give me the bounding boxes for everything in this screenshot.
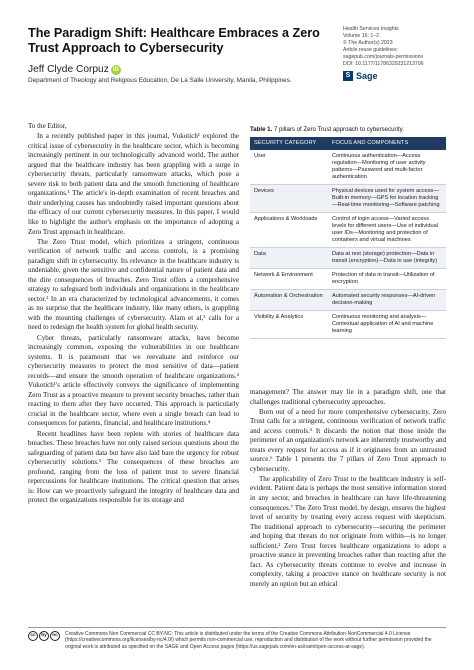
table-caption: [250, 126, 446, 133]
publisher-logo[interactable]: [343, 71, 461, 81]
author-line: [28, 64, 328, 75]
copyright-notice: © The Author(s) 2023: [343, 40, 393, 46]
table-header-row: [250, 137, 446, 150]
table-caption-text: 7 pillars of Zero Trust approach to cybersecurity.: [273, 126, 404, 133]
author-last-name[interactable]: Corpuz: [75, 64, 109, 75]
category-cell: Visibility & Analytics: [250, 311, 328, 339]
focus-cell: Automated security responses—AI-driven decision-making: [328, 290, 446, 311]
category-cell: Devices: [250, 185, 328, 213]
body-paragraph: Cyber threats, particularly ransomware attacks, have become increasingly common, exposing the vulnerabilities in our healthcare systems. It is paramount that we reevaluate and reinforce our cybersecurity measures to protect the most sensitive of data—patient records—and ensure the smooth operation of healthcare organizations.⁴ Vukotich¹'s article effectively conveys the significance of implementing Zero Trust as a proactive measure to prevent security breaches, rather than reacting to them after they have occurred. This approach is particularly crucial in the healthcare sector, where even a single breach can lead to consequences for patients, financial, and healthcare institutions.⁴: [28, 333, 239, 428]
body-left-column: [28, 122, 239, 506]
body-paragraph: management? The answer may lie in a paradigm shift, one that challenges traditional cybersecurity approaches.: [250, 388, 446, 406]
table-row: [250, 311, 446, 339]
author-first-name: Jeff Clyde: [28, 64, 74, 75]
column-header-focus: FOCUS AND COMPONENTS: [328, 137, 446, 150]
body-paragraph: In a recently published paper in this journal, Vukotich¹ explored the critical issue of cybersecurity in the healthcare sector, which is becoming increasingly pertinent in our technologically advanced world. The author argued that the healthcare industry has been grappling with a surge in cybersecurity threats, particularly ransomware attacks, which pose a severe risk to both patient data and the smooth functioning of healthcare organizations.¹ The article's in-depth examination of recent breaches and their underlying causes has undoubtedly raised important questions about the efficacy of our current cybersecurity measures. In this paper, I would like to highlight the author's emphasis on the importance of adopting a Zero Trust approach in healthcare.: [28, 132, 239, 236]
table-row: [250, 290, 446, 311]
cc-icon: cc: [28, 631, 38, 641]
sage-logo-icon: S: [343, 71, 353, 81]
orcid-icon[interactable]: iD: [112, 66, 119, 73]
license-text: Creative Commons Non Commercial CC BY-NC: This article is distributed under the terms of the Creative Commons Attribution-NonCommercial 4.0 License (https://creativecommons.org/licenses/by-nc/4.0/) which permits non-commercial use, reproduction and distribution of the work without further permission provided the original work is attributed as specified on the SAGE and Open Access pages (https://us.sagepub.com/en-us/nam/open-access-at-sage).: [65, 631, 432, 650]
table-row: [250, 150, 446, 185]
table-caption-label: Table 1.: [250, 126, 273, 133]
focus-cell: Data at rest (storage) protection—Data in transit (encryption)—Data in use (integrity): [328, 248, 446, 269]
focus-cell: Continuous monitoring and analysis—Contextual application of AI and machine learning: [328, 311, 446, 339]
category-cell: Automation & Orchestration: [250, 290, 328, 311]
category-cell: Network & Environment: [250, 269, 328, 290]
table-row: [250, 213, 446, 248]
body-paragraph: Born out of a need for more comprehensive cybersecurity, Zero Trust calls for a stringent, continuous verification of network traffic and access controls.⁵ It discards the notion that those inside the perimeter of an organization's network are inherently trustworthy and treats every request for access as if it originates from an untrusted source.⁶ Table 1 presents the 7 pillars of Zero Trust approach to cybersecurity.: [250, 407, 446, 473]
license-footer: [28, 631, 446, 650]
column-header-category: SECURITY CATEGORY: [250, 137, 328, 150]
focus-cell: Continuous authentication—Access regulation—Monitoring of user activity patterns—Password and multi-factor authentication: [328, 150, 446, 185]
table-1: [250, 126, 446, 339]
category-cell: User: [250, 150, 328, 185]
table-row: [250, 248, 446, 269]
salutation: To the Editor,: [28, 122, 67, 130]
body-paragraph: The Zero Trust model, which prioritizes a stringent, continuous verification of network traffic and access controls, is a promising paradigm shift in cybersecurity. Its relevance in the healthcare industry is undeniable, given the sensitive and confidential nature of patient data and the dire consequences of breaches. Zero Trust offers a comprehensive strategy to safeguard both individuals and organizations in the healthcare sector.² In an era characterized by technological advancements, it comes as no surprise that the healthcare industry, like many others, is grappling with the mounting challenges of cybersecurity. Alam et al,³ calls for a need to redesign the health system for global health security.: [28, 237, 239, 332]
table-row: [250, 269, 446, 290]
doi-link[interactable]: DOI: 10.1177/11786329231213706: [343, 61, 424, 67]
reuse-link[interactable]: sagepub.com/journals-permissions: [343, 54, 424, 60]
reuse-label: Article reuse guidelines:: [343, 47, 399, 53]
author-affiliation: Department of Theology and Religious Education, De La Salle University, Manila, Philippines.: [28, 77, 292, 84]
journal-meta: [343, 26, 461, 81]
category-cell: Data: [250, 248, 328, 269]
category-cell: Applications & Workloads: [250, 213, 328, 248]
publisher-name: Sage: [356, 70, 378, 81]
zero-trust-table: [250, 137, 446, 339]
body-right-column: [250, 388, 446, 589]
journal-volume: Volume 16: 1–2: [343, 33, 380, 39]
body-paragraph: Recent headlines have been replete with stories of healthcare data breaches. These breaches have not only raised serious questions about the safeguarding of patient data but have also laid bare the urgency for robust cybersecurity solutions.⁵ The consequences of these breaches are profound, ranging from the loss of patient trust to severe financial repercussions for healthcare institutions. The critical question that arises is: How can we proactively safeguard the integrity of healthcare data and protect the organizations responsible for its storage and: [28, 429, 239, 505]
focus-cell: Protection of data in transit—Utilization of encryption: [328, 269, 446, 290]
body-paragraph: The applicability of Zero Trust to the healthcare industry is self-evident. Patient data is perhaps the most sensitive information stored in any sector, and breaches in healthcare can have life-threatening consequences.⁷ The Zero Trust model, by design, ensures the highest level of security by treating every access request with skepticism. The traditional approach to cybersecurity—securing the perimeter and hoping that threats do not originate from within—is no longer sufficient.² Zero Trust forces healthcare organizations to adopt a proactive stance in preventing breaches rather than reacting after the fact. As cybersecurity threats continue to evolve and increase in complexity, taking a proactive stance on healthcare security is not merely an option but an ethical: [250, 474, 446, 588]
nc-icon: nc: [50, 631, 60, 641]
journal-name: Health Services Insights: [343, 26, 399, 32]
by-icon: by: [39, 631, 49, 641]
focus-cell: Control of login access—Varied access levels for different users—Use of individual user IDs—Monitoring and protection of containers and virtual machines: [328, 213, 446, 248]
focus-cell: Physical devices used for system access—Built-in memory—GPS for location tracking—Real-time monitoring—Software patching: [328, 185, 446, 213]
creative-commons-badge[interactable]: [28, 631, 60, 650]
table-row: [250, 185, 446, 213]
article-header: [28, 26, 328, 84]
footer-divider: [28, 627, 446, 628]
article-title: The Paradigm Shift: Healthcare Embraces a Zero Trust Approach to Cybersecurity: [28, 26, 320, 55]
